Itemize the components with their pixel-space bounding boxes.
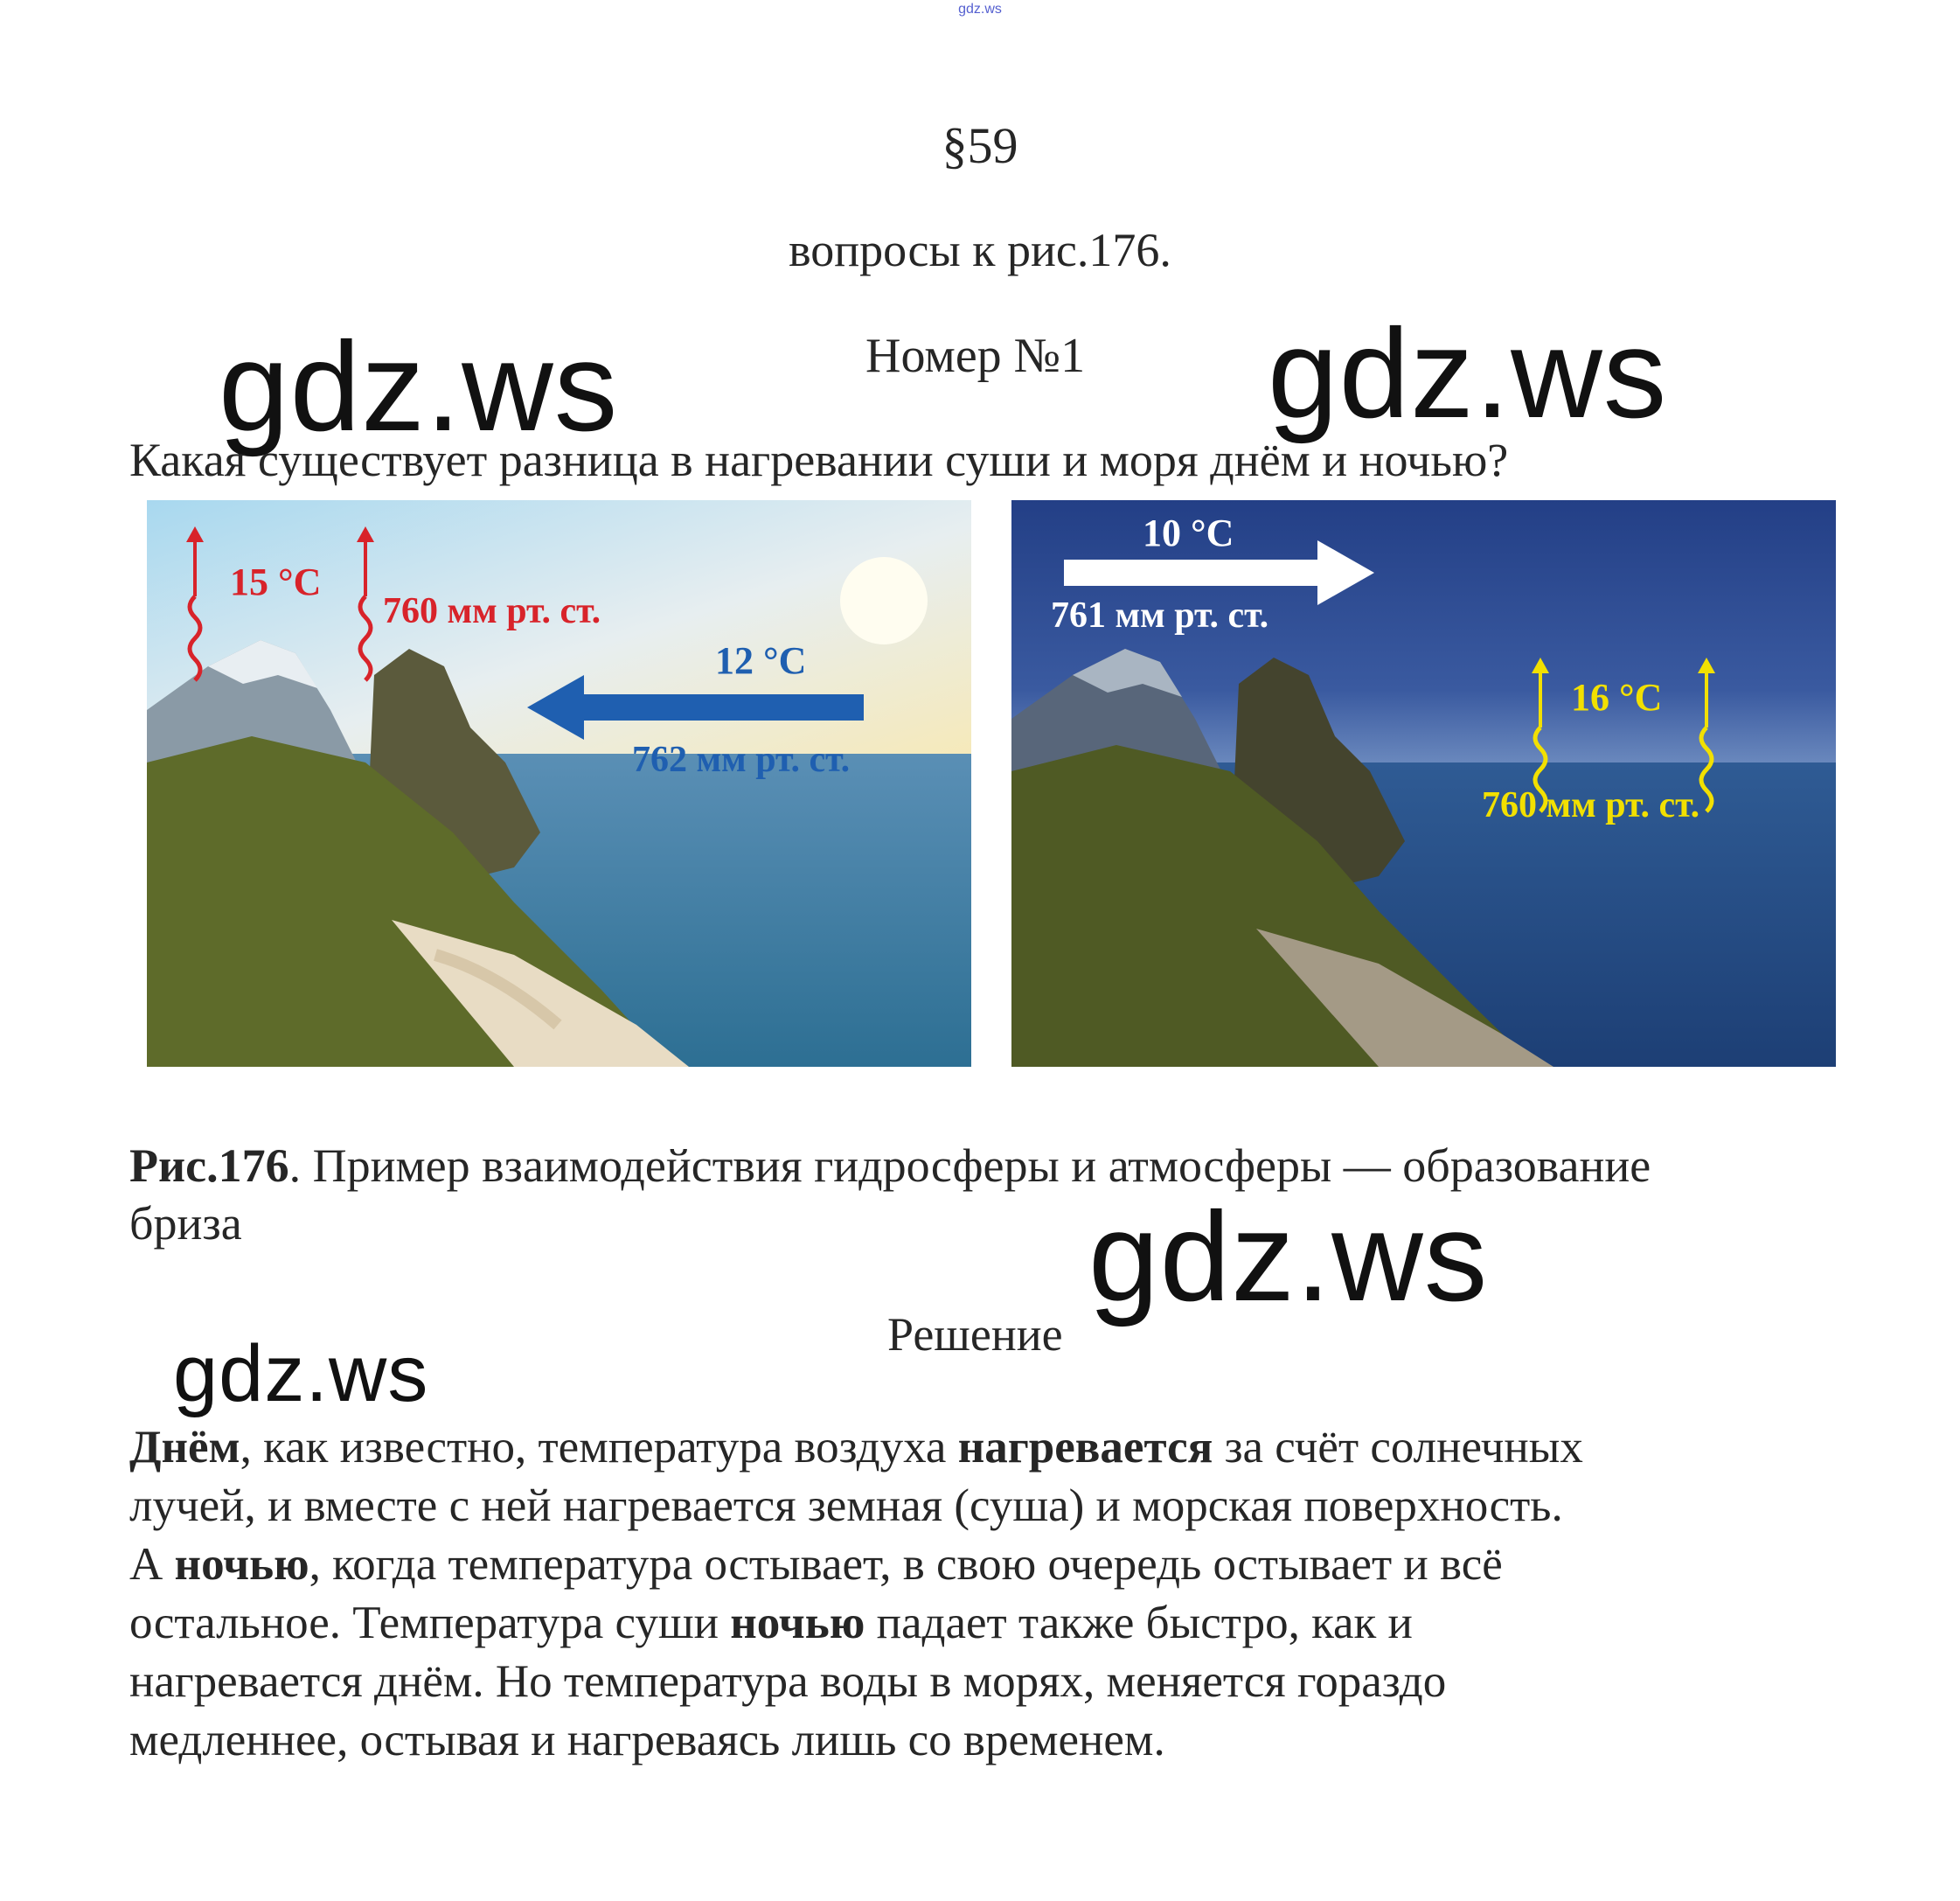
- question-text: Какая существует разница в нагревании суши и моря днём и ночью?: [129, 434, 1509, 486]
- watermark: gdz.ws: [173, 1329, 429, 1418]
- day-sea-temp: 12 °C: [715, 639, 807, 682]
- night-land-pressure: 761 мм рт. ст.: [1051, 595, 1269, 636]
- figure-day-panel: [147, 500, 971, 1067]
- answer-line: нагревается днём. Но температура воды в морях, меняется гораздо: [129, 1656, 1447, 1707]
- watermark: gdz.ws: [1268, 303, 1668, 444]
- figure-caption: [129, 1137, 1834, 1252]
- subtitle: вопросы к рис.176.: [789, 224, 1171, 276]
- answer-span: остальное. Температура суши: [129, 1598, 731, 1648]
- night-sea-temp: 16 °C: [1571, 676, 1663, 719]
- answer-bold: ночью: [730, 1598, 865, 1648]
- section-number: §59: [942, 117, 1018, 174]
- sun-icon: [840, 557, 928, 644]
- answer-span: , когда температура остывает, в свою очередь остывает и всё: [309, 1539, 1503, 1590]
- answer-line: лучей, и вместе с ней нагревается земная (суша) и морская поверхность.: [129, 1480, 1563, 1531]
- caption-text: . Пример взаимодействия гидросферы и атмосферы — образование: [288, 1139, 1651, 1192]
- answer-text: [129, 1418, 1869, 1770]
- site-mark: gdz.ws: [958, 2, 1002, 17]
- figure-night-panel: [1011, 500, 1836, 1067]
- night-sea-pressure: 760 мм рт. ст.: [1482, 785, 1700, 825]
- answer-span: А: [129, 1539, 175, 1590]
- answer-span: падает также быстро, как и: [865, 1598, 1413, 1648]
- day-land-temp: 15 °C: [230, 561, 322, 603]
- answer-bold: ночью: [174, 1539, 309, 1590]
- answer-span: , как известно, температура воздуха: [240, 1422, 958, 1473]
- answer-span: за счёт солнечных: [1213, 1422, 1583, 1473]
- answer-line: [129, 1418, 1869, 1477]
- task-number: Номер №1: [865, 329, 1086, 383]
- day-land-pressure: 760 мм рт. ст.: [383, 591, 601, 631]
- watermark: gdz.ws: [1088, 1186, 1489, 1327]
- solution-title: Решение: [887, 1308, 1063, 1361]
- answer-line: [129, 1594, 1869, 1653]
- day-sea-pressure: 762 мм рт. ст.: [632, 740, 851, 780]
- answer-bold: Днём: [129, 1422, 240, 1473]
- watermark: gdz.ws: [219, 316, 619, 457]
- caption-label: Рис.176: [129, 1139, 289, 1192]
- answer-bold: нагревается: [957, 1422, 1213, 1473]
- answer-line: [129, 1535, 1869, 1594]
- night-land-temp: 10 °C: [1143, 512, 1234, 554]
- answer-line: медленнее, остывая и нагреваясь лишь со временем.: [129, 1715, 1165, 1765]
- caption-text-2: бриза: [129, 1197, 242, 1250]
